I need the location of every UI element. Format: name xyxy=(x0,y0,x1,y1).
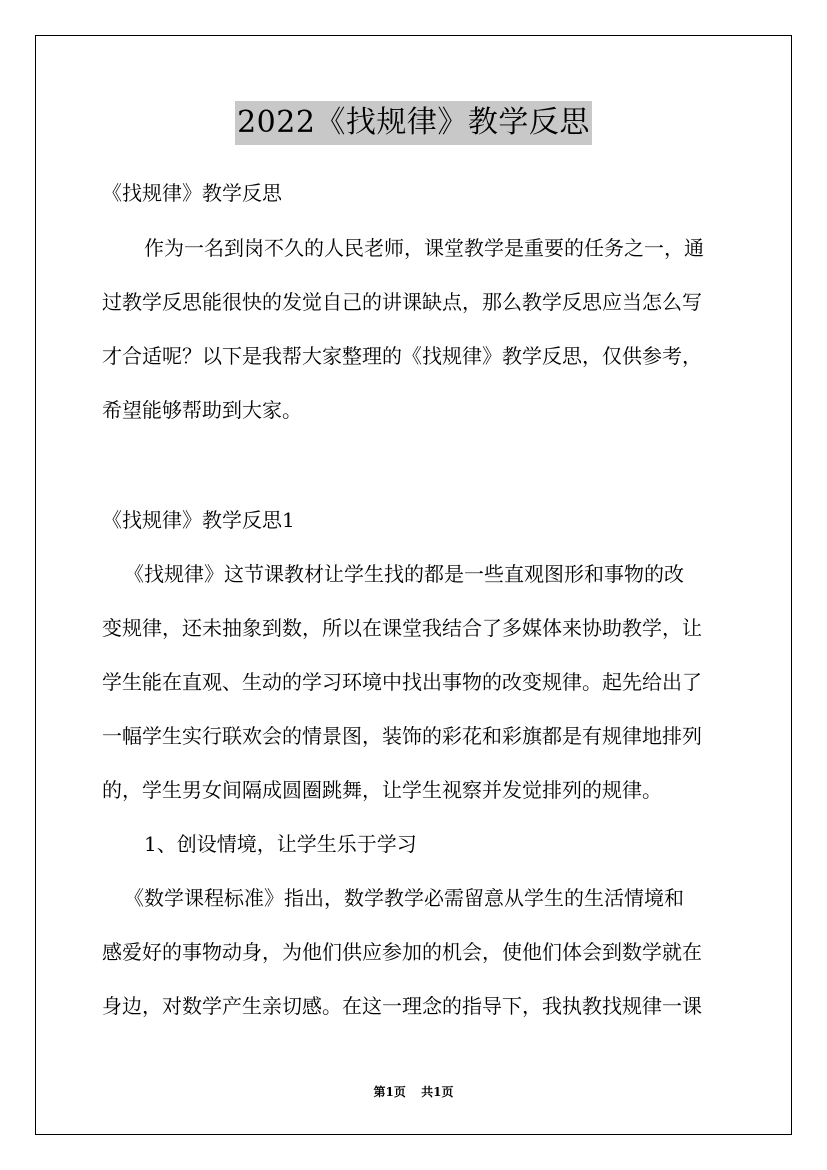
document-title: 2022《找规律》教学反思 xyxy=(235,101,592,145)
paragraph-line: 《数学课程标准》指出，数学教学必需留意从学生的生活情境和 xyxy=(124,886,684,910)
section-heading: 《找规律》教学反思 xyxy=(102,181,282,205)
page-number: 第1页 xyxy=(373,1085,406,1099)
page-footer xyxy=(0,1084,827,1100)
paragraph-line: 感爱好的事物动身，为他们供应参加的机会，使他们体会到数学就在 xyxy=(102,940,702,964)
paragraph-line: 学生能在直观、生动的学习环境中找出事物的改变规律。起先给出了 xyxy=(102,670,702,694)
subheading: 1、创设情境，让学生乐于学习 xyxy=(144,832,417,856)
paragraph-line: 《找规律》这节课教材让学生找的都是一些直观图形和事物的改 xyxy=(124,562,684,586)
paragraph-line: 作为一名到岗不久的人民老师，课堂教学是重要的任务之一，通 xyxy=(144,236,704,260)
title-container xyxy=(0,101,827,145)
paragraph-line: 变规律，还未抽象到数，所以在课堂我结合了多媒体来协助教学，让 xyxy=(102,616,702,640)
page-total: 共1页 xyxy=(421,1085,454,1099)
paragraph-line: 身边，对数学产生亲切感。在这一理念的指导下，我执教找规律一课 xyxy=(102,994,702,1018)
paragraph-line: 希望能够帮助到大家。 xyxy=(102,398,302,422)
paragraph-line: 才合适呢？以下是我帮大家整理的《找规律》教学反思，仅供参考， xyxy=(102,344,702,368)
paragraph-line: 过教学反思能很快的发觉自己的讲课缺点，那么教学反思应当怎么写 xyxy=(102,290,702,314)
paragraph-line: 一幅学生实行联欢会的情景图，装饰的彩花和彩旗都是有规律地排列 xyxy=(102,724,702,748)
section-heading: 《找规律》教学反思1 xyxy=(102,508,295,532)
paragraph-line: 的，学生男女间隔成圆圈跳舞，让学生视察并发觉排列的规律。 xyxy=(102,778,662,802)
